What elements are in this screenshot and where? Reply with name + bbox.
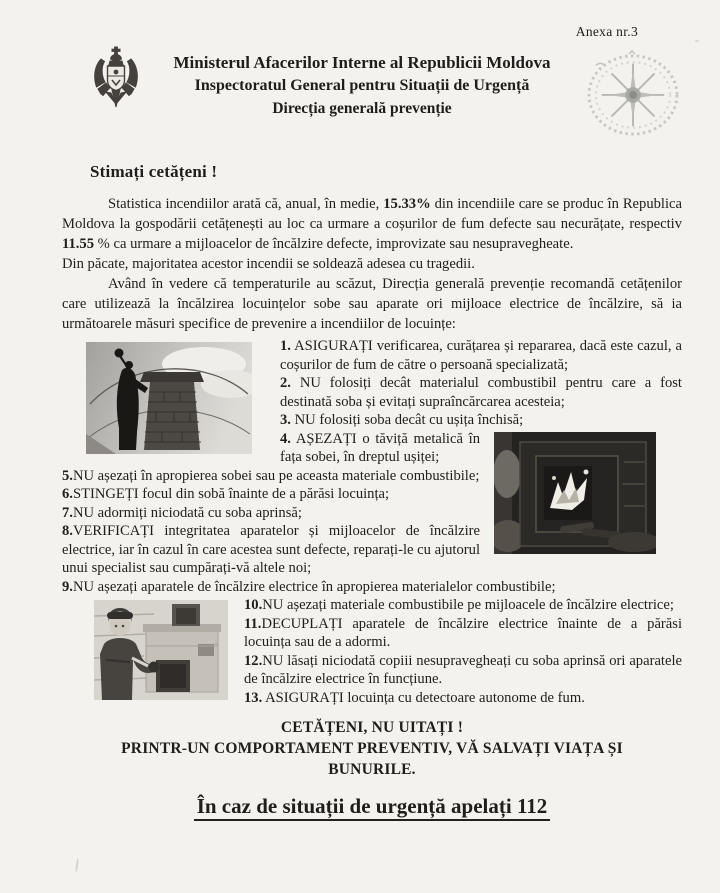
measure-number: 6. (62, 486, 73, 502)
measure-number: 5. (62, 467, 73, 484)
measure-text: AȘEZAȚI o tăviță metalică în fața sobei, în dreptul ușiței; (280, 430, 480, 465)
measure-text: VERIFICAȚI integritatea aparatelor și mijloacelor de încălzire electrice, iar în cazul în care acestea sunt defecte, reparați-le cu ajutorul unui specialist sau cumpărați-vă altele noi; (62, 523, 480, 576)
moldova-coat-of-arms-icon (90, 46, 142, 110)
annex-label: Anexa nr.3 (575, 24, 638, 39)
measure-number: 9. (62, 578, 73, 595)
salutation: Stimați cetățeni ! (90, 162, 218, 181)
measure-text: NU folosiți soba decât cu ușița închisă; (290, 412, 524, 428)
burning-stove-photo (494, 432, 656, 554)
footer-message: PRINTR-UN COMPORTAMENT PREVENTIV, VĂ SALVAȚI VIAȚA ȘI BUNURILE. (121, 740, 623, 778)
measure-text: STINGEȚI focul din sobă înainte de a părăsi locuința; (72, 486, 390, 502)
measure-text: NU așezați aparatele de încălzire electrice în apropierea materialelor combustibile; (72, 578, 556, 595)
footer-heading: CETĂȚENI, NU UITAȚI ! (280, 719, 464, 736)
measure-text: ASIGURAȚI verificarea, curățarea și repararea, dacă este cazul, a coșurilor de fum de către o persoană specializată; (280, 338, 682, 373)
inspectorate-title: Inspectoratul General pentru Situații de Urgență (194, 77, 530, 94)
prevention-measures-list (62, 337, 682, 707)
emergency-call-line (62, 794, 682, 819)
ministry-title: Ministerul Afacerilor Interne al Republicii Moldova (173, 53, 551, 72)
measure-text: NU adormiți niciodată cu soba aprinsă; (72, 504, 302, 521)
measure-text: NU lăsați niciodată copiii nesupravegheați cu soba aprinsă ori aparatele de încălzire electrice în funcțiune. (244, 652, 682, 687)
paragraph-text: Statistica incendiilor arată că, anual, în medie, (108, 196, 384, 212)
measure-number: 3. (280, 412, 291, 428)
inspectorate-stamp-icon (584, 48, 682, 138)
scan-speck (75, 858, 79, 872)
footer-warning (62, 717, 682, 780)
measure-item-9 (62, 578, 682, 597)
recommendation-paragraph: Având în vedere că temperaturile au scăzut, Direcția generală prevenție recomandă cetățenilor care utilizează la încălzirea locuințelor sobe sau aparate ori mijloace electrice de încălzire, să ia următoarele măsuri specifice de prevenire a incendiilor de locuințe: (62, 276, 682, 332)
measure-item-10 (62, 596, 682, 615)
statistics-paragraph (62, 194, 682, 254)
directorate-title: Direcția generală prevenție (272, 100, 452, 117)
measure-number: 4. (280, 430, 291, 447)
measure-number: 10. (244, 597, 263, 613)
tragedy-paragraph: Din păcate, majoritatea acestor incendii se soldează adesea cu tragedii. (62, 256, 475, 272)
measure-number: 1. (280, 338, 291, 354)
child-near-stove-photo (94, 600, 228, 700)
scan-speck (695, 40, 699, 42)
measure-number: 11. (244, 615, 262, 632)
paragraph-text: din incendiile care se produc în Republica Moldova la gospodării cetățenești au loc ca urmare a coșurilor de fum defecte sau necurățate, respectiv (62, 196, 682, 232)
heating-fire-statistic: 11.55 (62, 236, 95, 252)
measure-text: NU folosiți decât materialul combustibil pentru care a fost destinată soba și evitați supraîncărcarea acesteia; (280, 375, 682, 410)
measure-number: 13. (244, 689, 263, 706)
measure-text: DECUPLAȚI aparatele de încălzire electrice înainte de a părăsi locuința sau de a adormi. (244, 615, 682, 650)
scan-speck (524, 206, 527, 209)
measure-number: 12. (244, 652, 263, 669)
measure-text: NU așezați în apropierea sobei sau pe aceasta materiale combustibile; (72, 467, 480, 484)
chimney-fire-statistic: 15.33% (383, 196, 431, 212)
header-titles (142, 46, 582, 119)
measure-number: 2. (280, 375, 291, 391)
paragraph-text: % ca urmare a mijloacelor de încălzire defecte, improvizate sau nesupravegheate. (94, 236, 574, 252)
measure-number: 7. (62, 504, 73, 521)
document-header (62, 46, 682, 138)
measure-number: 8. (62, 523, 73, 539)
emergency-call-text: În caz de situații de urgență apelați 112 (194, 794, 551, 821)
measure-text: NU așezați materiale combustibile pe mijloacele de încălzire electrice; (262, 597, 674, 613)
measure-text: ASIGURAȚI locuința cu detectoare autonome de fum. (262, 689, 585, 706)
scan-speck (214, 643, 219, 645)
chimney-sweep-photo (86, 342, 252, 454)
